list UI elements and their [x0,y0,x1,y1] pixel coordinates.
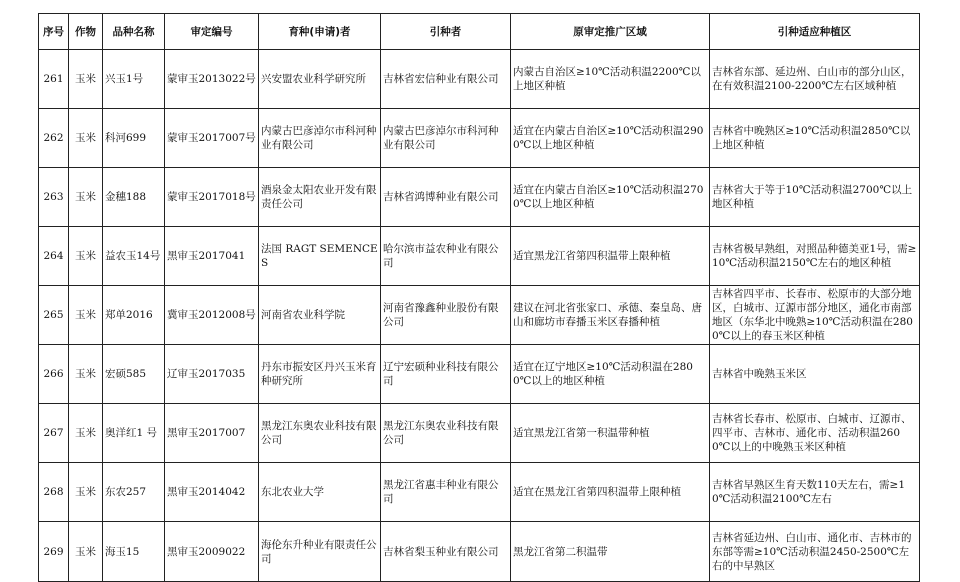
cell-adapt-region: 吉林省早熟区生育天数110天左右，需≥10℃活动积温2100℃左右 [710,463,920,522]
cell-breeder: 黑龙江东奥农业科技有限公司 [259,404,381,463]
header-code: 审定编号 [165,14,259,50]
header-orig-region: 原审定推广区域 [511,14,710,50]
header-introducer: 引种者 [381,14,511,50]
table-row [39,522,920,582]
cell-breeder: 海伦东升种业有限责任公司 [259,522,381,582]
header-adapt-region: 引种适应种植区 [710,14,920,50]
cell-adapt-region: 吉林省长春市、松原市、白城市、辽源市、四平市、吉林市、通化市、活动积温2600℃以上的中晚熟玉米区种植 [710,404,920,463]
cell-variety: 宏硕585 [103,345,165,404]
cell-introducer: 哈尔滨市益农种业有限公司 [381,227,511,286]
cell-no: 263 [39,168,69,227]
cell-crop: 玉米 [69,404,103,463]
header-no: 序号 [39,14,69,50]
cell-no: 261 [39,50,69,109]
cell-code: 黑审玉2009022 [165,522,259,582]
cell-breeder: 兴安盟农业科学研究所 [259,50,381,109]
cell-code: 蒙审玉2017018号 [165,168,259,227]
cell-adapt-region: 吉林省极早熟组，对照品种德美亚1号，需≥10℃活动积温2150℃左右的地区种植 [710,227,920,286]
cell-orig-region: 适宜黑龙江省第一积温带种植 [511,404,710,463]
cell-crop: 玉米 [69,227,103,286]
cell-breeder: 河南省农业科学院 [259,286,381,345]
table-row [39,463,920,522]
cell-no: 264 [39,227,69,286]
cell-orig-region: 建议在河北省张家口、承德、秦皇岛、唐山和廊坊市春播玉米区春播种植 [511,286,710,345]
cell-variety: 科河699 [103,109,165,168]
cell-variety: 东农257 [103,463,165,522]
cell-adapt-region: 吉林省东部、延边州、白山市的部分山区，在有效积温2100-2200℃左右区域种植 [710,50,920,109]
cell-introducer: 黑龙江省惠丰种业有限公司 [381,463,511,522]
header-crop: 作物 [69,14,103,50]
cell-breeder: 东北农业大学 [259,463,381,522]
cell-orig-region: 适宜在黑龙江省第四积温带上限种植 [511,463,710,522]
cell-variety: 奥洋红1 号 [103,404,165,463]
cell-introducer: 河南省豫鑫种业股份有限公司 [381,286,511,345]
header-breeder: 育种(申请)者 [259,14,381,50]
cell-introducer: 吉林省鸿博种业有限公司 [381,168,511,227]
table-row [39,227,920,286]
cell-breeder: 法国 RAGT SEMENCES [259,227,381,286]
cell-introducer: 吉林省宏信种业有限公司 [381,50,511,109]
cell-variety: 兴玉1号 [103,50,165,109]
cell-no: 266 [39,345,69,404]
cell-crop: 玉米 [69,168,103,227]
cell-variety: 郑单2016 [103,286,165,345]
cell-no: 265 [39,286,69,345]
cell-orig-region: 适宜在内蒙古自治区≥10℃活动积温2700℃以上地区种植 [511,168,710,227]
cell-introducer: 黑龙江东奥农业科技有限公司 [381,404,511,463]
cell-code: 黑审玉2017007 [165,404,259,463]
cell-introducer: 内蒙古巴彦淖尔市科河种业有限公司 [381,109,511,168]
cell-introducer: 辽宁宏硕种业科技有限公司 [381,345,511,404]
table-row [39,168,920,227]
cell-orig-region: 内蒙古自治区≥10℃活动积温2200℃以上地区种植 [511,50,710,109]
cell-adapt-region: 吉林省大于等于10℃活动积温2700℃以上地区种植 [710,168,920,227]
header-row [39,14,920,50]
table-row [39,404,920,463]
header-variety: 品种名称 [103,14,165,50]
cell-crop: 玉米 [69,109,103,168]
cell-orig-region: 黑龙江省第二积温带 [511,522,710,582]
cell-crop: 玉米 [69,345,103,404]
cell-breeder: 内蒙古巴彦淖尔市科河种业有限公司 [259,109,381,168]
cell-adapt-region: 吉林省中晚熟区≥10℃活动积温2850℃以上地区种植 [710,109,920,168]
table-row [39,345,920,404]
cell-crop: 玉米 [69,286,103,345]
cell-code: 冀审玉2012008号 [165,286,259,345]
cell-introducer: 吉林省梨玉种业有限公司 [381,522,511,582]
cell-crop: 玉米 [69,50,103,109]
cell-adapt-region: 吉林省延边州、白山市、通化市、吉林市的东部等需≥10℃活动积温2450-2500℃左右的中早熟区 [710,522,920,582]
cell-code: 黑审玉2017041 [165,227,259,286]
cell-no: 268 [39,463,69,522]
table-row [39,286,920,345]
cell-orig-region: 适宜在内蒙古自治区≥10℃活动积温2900℃以上地区种植 [511,109,710,168]
cell-crop: 玉米 [69,522,103,582]
cell-no: 262 [39,109,69,168]
cell-no: 267 [39,404,69,463]
cell-variety: 益农玉14号 [103,227,165,286]
cell-adapt-region: 吉林省中晚熟玉米区 [710,345,920,404]
table-row [39,50,920,109]
cell-crop: 玉米 [69,463,103,522]
cell-code: 黑审玉2014042 [165,463,259,522]
cell-breeder: 酒泉金太阳农业开发有限责任公司 [259,168,381,227]
cell-orig-region: 适宜黑龙江省第四积温带上限种植 [511,227,710,286]
cell-orig-region: 适宜在辽宁地区≥10℃活动积温在2800℃以上的地区种植 [511,345,710,404]
table-row [39,109,920,168]
cell-no: 269 [39,522,69,582]
cell-code: 蒙审玉2013022号 [165,50,259,109]
cell-adapt-region: 吉林省四平市、长春市、松原市的大部分地区，白城市、辽源市部分地区，通化市南部地区（东华北中晚熟≥10℃活动积温在2800℃以上的春玉米区种植 [710,286,920,345]
cell-code: 蒙审玉2017007号 [165,109,259,168]
cell-code: 辽审玉2017035 [165,345,259,404]
cell-variety: 金穗188 [103,168,165,227]
cell-breeder: 丹东市振安区丹兴玉米育种研究所 [259,345,381,404]
variety-table [38,13,920,582]
cell-variety: 海玉15 [103,522,165,582]
